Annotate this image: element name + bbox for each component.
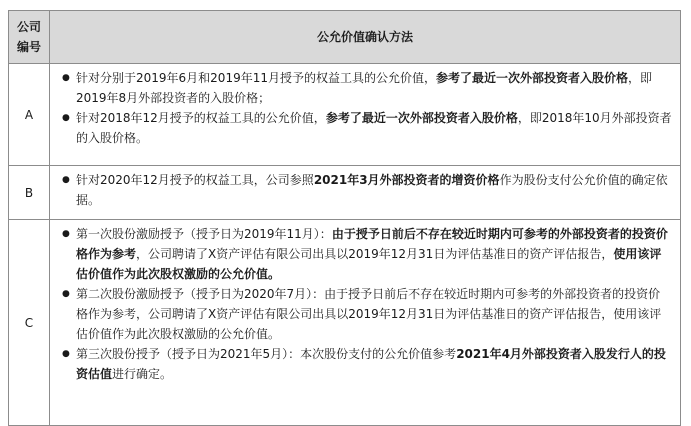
method-text-emphasis: 参考了最近一次外部投资者入股价格 (325, 111, 518, 125)
method-text: 第二次股份激励授予（授予日为2020年7月）：由于授予日前后不存在较近时期内可参考的外部投资者的投资价格作为参考，公司聘请了X资产评估有限公司出具以2019年12月31日为评估基准日的资产评估报告，使用该评估价值作为此次股权激励的公允价值。 (76, 287, 662, 341)
method-text: 第一次股份激励授予（授予日为2019年11月）： (76, 227, 332, 241)
method-text: ，公司聘请了X资产评估有限公司出具以2019年12月31日为评估基准日的资产评估报告， (136, 247, 614, 261)
valuation-table (8, 10, 681, 426)
method-bullet-item (62, 284, 672, 344)
method-bullet-item (62, 344, 672, 384)
method-bullet-item (62, 224, 672, 284)
bullet-dot-icon: ● (62, 349, 70, 359)
method-bullet-list (62, 170, 672, 210)
bullet-dot-icon: ● (62, 73, 70, 83)
method-bullet-list (62, 68, 672, 148)
table-header-row (9, 11, 681, 64)
method-bullet-item (62, 170, 672, 210)
method-text: 第三次股份授予（授予日为2021年5月）：本次股份支付的公允价值参考 (76, 347, 457, 361)
method-text-emphasis: 使用该评估价值作为此次股权激励的公允价值。 (76, 247, 662, 281)
method-bullet-item (62, 108, 672, 148)
method-text: 针对分别于2019年6月和2019年11月授予的权益工具的公允价值， (76, 71, 436, 85)
method-cell (50, 64, 681, 166)
company-id-cell: B (9, 166, 50, 220)
bullet-dot-icon: ● (62, 175, 70, 185)
table-row (9, 220, 681, 426)
method-text-emphasis: 由于授予日前后不存在较近时期内可参考的外部投资者的投资价格作为参考 (76, 227, 668, 261)
method-cell (50, 166, 681, 220)
method-cell (50, 220, 681, 426)
method-text-emphasis: 2021年3月外部投资者的增资价格 (313, 173, 500, 187)
method-text-emphasis: 2021年4月外部投资者入股发行人的投资估值 (76, 347, 666, 381)
method-text: 作为股份支付公允价值的确定依据。 (76, 173, 668, 207)
method-bullet-item (62, 68, 672, 108)
method-text: ，即2018年10月外部投资者的入股价格。 (76, 111, 672, 145)
table-body (9, 64, 681, 426)
header-company-id (9, 11, 50, 64)
header-company-id-line1: 公司 (16, 20, 41, 34)
method-text: ，即2019年8月外部投资者的入股价格； (76, 71, 653, 105)
header-method: 公允价值确认方法 (50, 11, 681, 64)
table-row (9, 166, 681, 220)
company-id-cell: C (9, 220, 50, 426)
company-id-cell: A (9, 64, 50, 166)
table-row (9, 64, 681, 166)
method-text-emphasis: 参考了最近一次外部投资者入股价格 (436, 71, 629, 85)
bullet-dot-icon: ● (62, 289, 70, 299)
bullet-dot-icon: ● (62, 229, 70, 239)
header-company-id-line2: 编号 (16, 40, 41, 54)
method-text: 进行确定。 (112, 367, 173, 381)
method-text: 针对2018年12月授予的权益工具的公允价值， (76, 111, 326, 125)
method-text: 针对2020年12月授予的权益工具，公司参照 (76, 173, 314, 187)
method-bullet-list (62, 224, 672, 384)
bullet-dot-icon: ● (62, 113, 70, 123)
